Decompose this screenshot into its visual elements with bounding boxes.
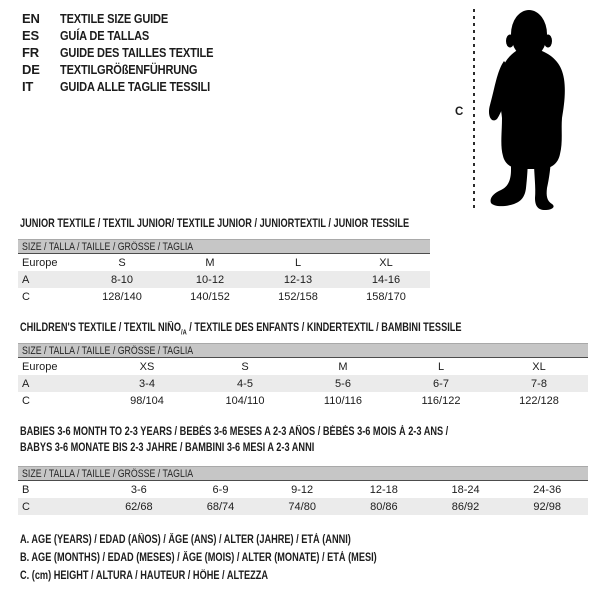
language-title: GUIDE DES TAILLES TEXTILE xyxy=(60,45,214,60)
footnotes xyxy=(20,531,466,585)
height-measure-dashed-line xyxy=(473,9,475,208)
cell: 92/98 xyxy=(533,500,561,513)
language-title: GUIDA ALLE TAGLIE TESSILI xyxy=(60,79,211,94)
children-row-age xyxy=(18,375,588,392)
language-row xyxy=(22,61,240,78)
column-header: XL xyxy=(379,256,393,269)
language-title: TEXTILE SIZE GUIDE xyxy=(60,11,169,26)
cell: 18-24 xyxy=(451,483,480,496)
cell: 86/92 xyxy=(451,500,480,513)
row-label: C xyxy=(22,394,30,407)
column-header: Europe xyxy=(22,256,58,269)
size-header-band: SIZE / TALLA / TAILLE / GRÖSSE / TAGLIA xyxy=(18,466,588,481)
language-title-list xyxy=(22,10,240,95)
cell: 110/116 xyxy=(323,394,363,407)
language-row xyxy=(22,44,240,61)
cell: 24-36 xyxy=(533,483,562,496)
size-header-band: SIZE / TALLA / TAILLE / GRÖSSE / TAGLIA xyxy=(18,239,430,254)
column-header: Europe xyxy=(22,360,58,373)
children-table xyxy=(18,343,588,409)
row-label: A xyxy=(22,273,30,286)
language-code: IT xyxy=(22,79,34,94)
footnote-b: B. AGE (MONTHS) / EDAD (MESES) / ÂGE (MOIS) / ALTER (MONATE) / ETÀ (MESI) xyxy=(20,552,377,564)
column-header: L xyxy=(294,256,302,269)
cell: 152/158 xyxy=(278,290,318,303)
language-row xyxy=(22,10,240,27)
footnote-c: C. (cm) HEIGHT / ALTURA / HAUTEUR / HÖHE / ALTEZZA xyxy=(20,570,269,582)
children-row-height xyxy=(18,392,588,409)
cell: 6-9 xyxy=(212,483,229,496)
cell: 128/140 xyxy=(102,290,142,303)
toddler-silhouette xyxy=(485,6,577,210)
junior-table-title: JUNIOR TEXTILE / TEXTIL JUNIOR/ TEXTILE JUNIOR / JUNIORTEXTIL / JUNIOR TESSILE xyxy=(20,218,410,230)
language-code: FR xyxy=(22,45,39,60)
cell: 14-16 xyxy=(371,273,401,286)
children-table-title: CHILDREN'S TEXTILE / TEXTIL $NIÑO_{/A}$ / TEXTILE DES ENFANTS / KINDERTEXTIL / BAMBINI TESSILE xyxy=(20,322,462,337)
cell: 140/152 xyxy=(190,290,230,303)
row-label: A xyxy=(22,377,30,390)
cell: 158/170 xyxy=(366,290,406,303)
column-header: XL xyxy=(532,360,546,373)
cell: 10-12 xyxy=(195,273,225,286)
column-header: L xyxy=(437,360,445,373)
cell: 6-7 xyxy=(433,377,449,390)
cell: 12-13 xyxy=(283,273,313,286)
language-code: DE xyxy=(22,62,40,77)
height-measure-label: C xyxy=(455,106,464,118)
language-title: TEXTILGRÖßENFÜHRUNG xyxy=(60,62,198,77)
cell: 3-6 xyxy=(130,483,147,496)
row-label: C xyxy=(22,500,30,513)
junior-row-height xyxy=(18,288,430,305)
column-header: S xyxy=(241,360,249,373)
children-columns-row xyxy=(18,358,588,375)
column-header: S xyxy=(118,256,126,269)
cell: 68/74 xyxy=(206,500,235,513)
cell: 8-10 xyxy=(110,273,134,286)
column-header: M xyxy=(205,256,215,269)
language-row xyxy=(22,78,240,95)
junior-table xyxy=(18,239,430,305)
column-header: XS xyxy=(139,360,155,373)
cell: 4-5 xyxy=(237,377,253,390)
cell: 104/110 xyxy=(225,394,265,407)
cell: 122/128 xyxy=(519,394,559,407)
cell: 3-4 xyxy=(139,377,155,390)
column-header: M xyxy=(338,360,348,373)
cell: 12-18 xyxy=(369,483,398,496)
babies-row-age-months xyxy=(18,481,588,498)
language-code: EN xyxy=(22,11,40,26)
cell: 9-12 xyxy=(291,483,314,496)
cell: 80/86 xyxy=(370,500,398,513)
babies-table xyxy=(18,466,588,515)
size-header-band: SIZE / TALLA / TAILLE / GRÖSSE / TAGLIA xyxy=(18,343,588,358)
footnote-a: A. AGE (YEARS) / EDAD (AÑOS) / ÂGE (ANS) / ALTER (JAHRE) / ETÀ (ANNI) xyxy=(20,534,351,546)
cell: 5-6 xyxy=(335,377,351,390)
subscript: /A xyxy=(180,328,187,337)
cell: 116/122 xyxy=(421,394,461,407)
cell: 98/104 xyxy=(130,394,164,407)
cell: 62/68 xyxy=(125,500,153,513)
babies-row-height xyxy=(18,498,588,515)
cell: 7-8 xyxy=(531,377,547,390)
junior-row-age xyxy=(18,271,430,288)
cell: 74/80 xyxy=(288,500,316,513)
junior-columns-row xyxy=(18,254,430,271)
language-row xyxy=(22,27,240,44)
babies-table-title: BABIES 3-6 MONTH TO 2-3 YEARS / BEBÉS 3-6 MESES A 2-3 AÑOS / BÉBÉS 3-6 MOIS À 2-3 ANS / BABYS 3-6 MONATE BIS 2-3 JAHRE / BAMBINI 3-6 MESI A 2-3 ANNI xyxy=(20,426,449,454)
language-code: ES xyxy=(22,28,39,43)
row-label: C xyxy=(22,290,30,303)
language-title: GUÍA DE TALLAS xyxy=(60,28,150,43)
row-label: B xyxy=(22,483,30,496)
